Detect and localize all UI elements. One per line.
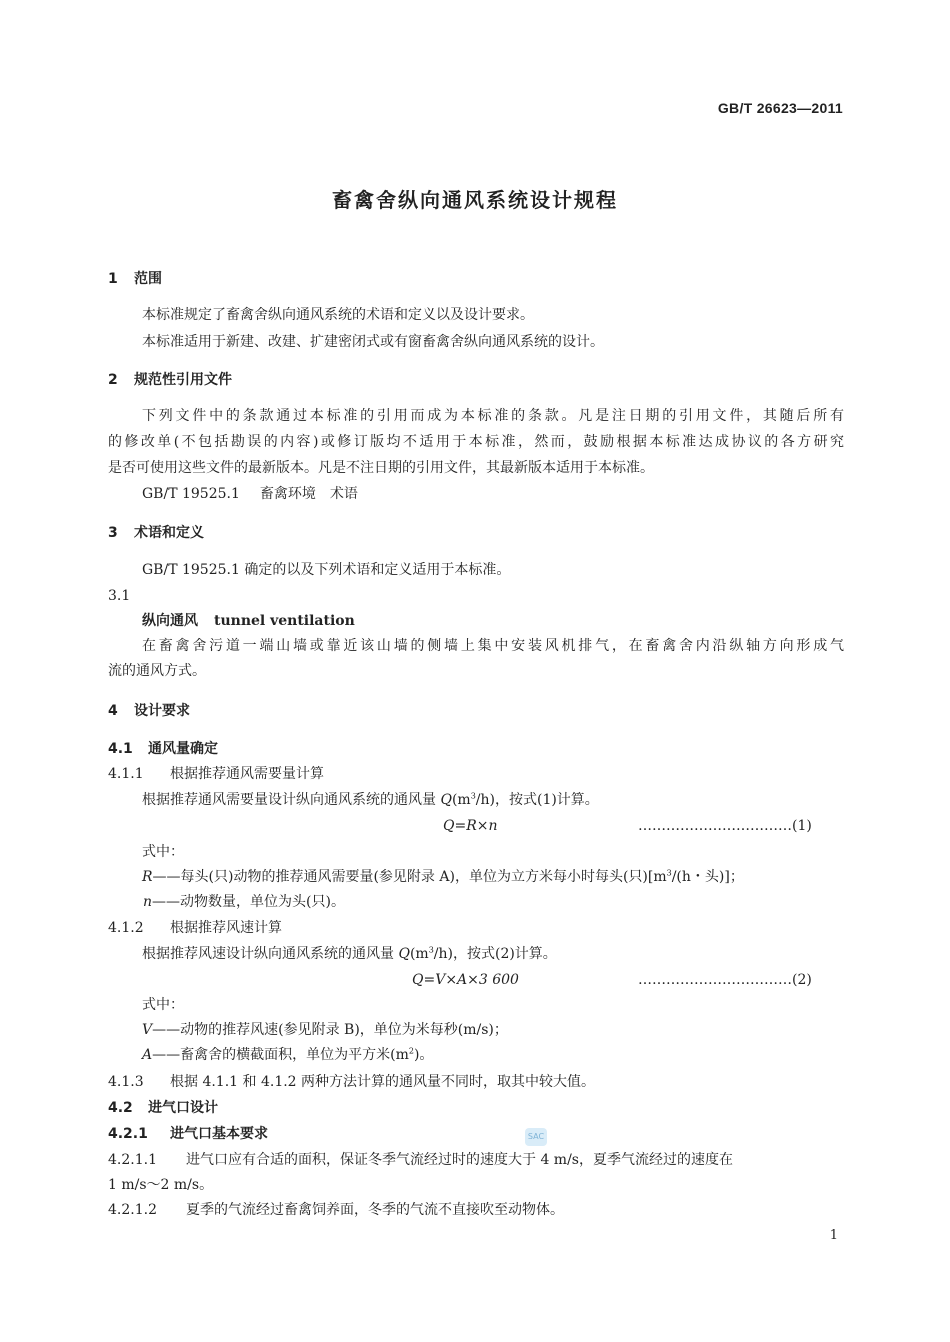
section-number: 3 bbox=[108, 525, 118, 541]
clause-number: 4.2.1.2 bbox=[108, 1202, 157, 1218]
symbol-a: A bbox=[142, 1047, 153, 1063]
subsection-4-2-heading bbox=[108, 1099, 844, 1117]
text-run: )。 bbox=[413, 1047, 434, 1063]
superscript: 3 bbox=[666, 868, 672, 878]
equation-number-1: ……………………………(1) bbox=[638, 818, 812, 834]
clause-text: 夏季的气流经过畜禽饲养面，冬季的气流不直接吹至动物体。 bbox=[186, 1202, 564, 1218]
symbol-q: Q bbox=[440, 792, 452, 808]
text-run: ——动物的推荐风速(参见附录 B)，单位为米每秒(m/s)； bbox=[152, 1022, 508, 1038]
section-title: 术语和定义 bbox=[134, 525, 204, 541]
text-run: /h)，按式(1)计算。 bbox=[475, 792, 599, 808]
subsection-4-1-heading bbox=[108, 740, 844, 758]
section-title: 设计要求 bbox=[134, 703, 190, 719]
variable-definition bbox=[143, 893, 879, 911]
paragraph-line: 是否可使用这些文件的最新版本。凡是不注日期的引用文件，其最新版本适用于本标准。 bbox=[108, 460, 654, 476]
section-number: 4 bbox=[108, 703, 118, 719]
section-2-heading bbox=[108, 371, 844, 389]
document-title: 畜禽舍纵向通风系统设计规程 bbox=[332, 188, 618, 212]
subsection-number: 4.1 bbox=[108, 741, 133, 757]
paragraph: 本标准适用于新建、改建、扩建密闭式或有窗畜禽舍纵向通风系统的设计。 bbox=[142, 334, 604, 350]
formula-2: Q=V×A×3 600 bbox=[412, 972, 519, 988]
section-title: 规范性引用文件 bbox=[134, 372, 232, 388]
page-number: 1 bbox=[829, 1228, 838, 1243]
term-english: tunnel ventilation bbox=[214, 613, 355, 629]
paragraph bbox=[142, 945, 844, 963]
variable-definition bbox=[142, 1021, 844, 1039]
section-1-heading bbox=[108, 270, 844, 288]
symbol-r: R bbox=[142, 869, 153, 885]
section-4-heading bbox=[108, 702, 844, 720]
clause-4-2-1-heading bbox=[108, 1125, 844, 1143]
equation-number-2: ……………………………(2) bbox=[638, 972, 812, 988]
clause-4-1-1-heading bbox=[108, 765, 844, 783]
reference-title: 畜禽环境 术语 bbox=[259, 486, 358, 502]
clause-4-1-2-heading bbox=[108, 919, 844, 937]
normative-reference bbox=[142, 485, 844, 503]
clause-number: 4.1.2 bbox=[108, 920, 144, 936]
clause-title: 根据推荐通风需要量计算 bbox=[170, 766, 324, 782]
variable-definition bbox=[142, 1046, 844, 1064]
term-chinese: 纵向通风 bbox=[142, 613, 198, 629]
text-run: /h)，按式(2)计算。 bbox=[433, 946, 557, 962]
text-run: ——畜禽舍的横截面积，单位为平方米(m bbox=[152, 1047, 409, 1063]
section-number: 1 bbox=[108, 271, 118, 287]
term-entry bbox=[142, 612, 844, 630]
symbol-n: n bbox=[143, 894, 153, 910]
where-label: 式中： bbox=[142, 997, 184, 1013]
definition-line: 流的通风方式。 bbox=[108, 663, 206, 679]
reference-code: GB/T 19525.1 bbox=[142, 486, 240, 502]
paragraph: 本标准规定了畜禽舍纵向通风系统的术语和定义以及设计要求。 bbox=[142, 307, 534, 323]
paragraph-line: 的修改单(不包括勘误的内容)或修订版均不适用于本标准，然而，鼓励根据本标准达成协议的各方研究 bbox=[108, 434, 844, 450]
standard-code: GB/T 26623—2011 bbox=[717, 100, 843, 116]
subsection-title: 进气口设计 bbox=[148, 1100, 218, 1116]
where-label: 式中： bbox=[142, 844, 184, 860]
text-run: 根据推荐通风需要量设计纵向通风系统的通风量 bbox=[142, 792, 441, 808]
paragraph-line: 下列文件中的条款通过本标准的引用而成为本标准的条款。凡是注日期的引用文件，其随后所有 bbox=[142, 408, 844, 424]
symbol-q: Q bbox=[398, 946, 410, 962]
clause-4-1-3 bbox=[108, 1073, 844, 1091]
section-title: 范围 bbox=[134, 271, 162, 287]
clause-title: 进气口基本要求 bbox=[170, 1126, 268, 1142]
text-run: (m bbox=[409, 946, 429, 962]
text-run: ——动物数量，单位为头(只)。 bbox=[152, 894, 345, 910]
clause-number: 4.1.1 bbox=[108, 766, 144, 782]
watermark-logo: SAC bbox=[525, 1128, 547, 1146]
paragraph: GB/T 19525.1 确定的以及下列术语和定义适用于本标准。 bbox=[142, 562, 511, 578]
paragraph bbox=[142, 791, 844, 809]
clause-text: 进气口应有合适的面积，保证冬季气流经过时的速度大于 4 m/s，夏季气流经过的速度在 bbox=[186, 1152, 733, 1168]
variable-definition bbox=[142, 868, 844, 886]
clause-number: 4.2.1.1 bbox=[108, 1152, 157, 1168]
clause-4-2-1-2 bbox=[108, 1201, 844, 1219]
text-run: /(h・头)]； bbox=[671, 869, 744, 885]
definition-line: 在畜禽舍污道一端山墙或靠近该山墙的侧墙上集中安装风机排气，在畜禽舍内沿纵轴方向形成气 bbox=[142, 638, 844, 654]
clause-text-continued: 1 m/s～2 m/s。 bbox=[108, 1177, 214, 1193]
subsection-number: 4.2 bbox=[108, 1100, 133, 1116]
clause-number: 4.1.3 bbox=[108, 1074, 144, 1090]
clause-title: 根据推荐风速计算 bbox=[170, 920, 282, 936]
section-number: 2 bbox=[108, 372, 118, 388]
subsection-title: 通风量确定 bbox=[148, 741, 218, 757]
text-run: (m bbox=[451, 792, 471, 808]
clause-text: 根据 4.1.1 和 4.1.2 两种方法计算的通风量不同时，取其中较大值。 bbox=[170, 1074, 596, 1090]
superscript: 3 bbox=[470, 791, 476, 801]
superscript: 3 bbox=[428, 945, 434, 955]
formula-1: Q=R×n bbox=[443, 818, 498, 834]
clause-number: 4.2.1 bbox=[108, 1126, 148, 1142]
clause-4-2-1-1 bbox=[108, 1151, 844, 1169]
term-number: 3.1 bbox=[108, 588, 131, 604]
text-run: 根据推荐风速设计纵向通风系统的通风量 bbox=[142, 946, 399, 962]
section-3-heading bbox=[108, 524, 844, 542]
superscript: 2 bbox=[408, 1046, 414, 1056]
symbol-v: V bbox=[142, 1022, 153, 1038]
text-run: ——每头(只)动物的推荐通风需要量(参见附录 A)，单位为立方米每小时每头(只)[m bbox=[152, 869, 667, 885]
